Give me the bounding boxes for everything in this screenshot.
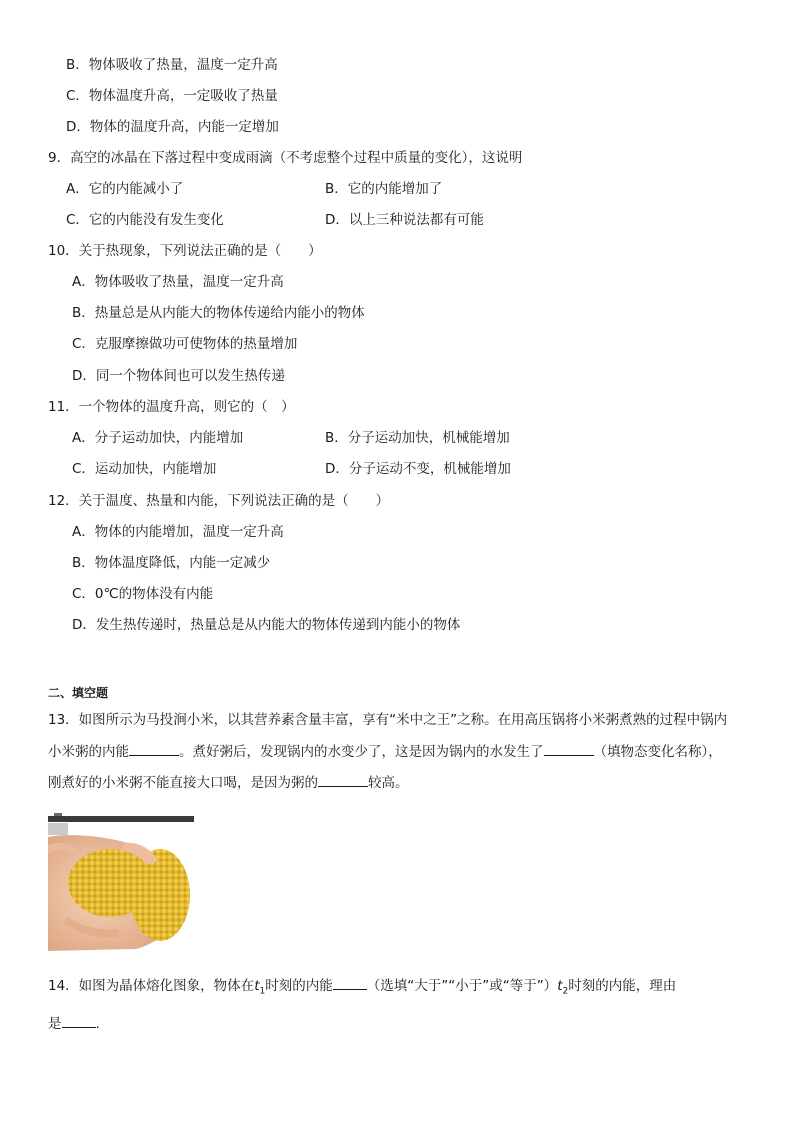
section-heading-fill-blank: 二、填空题 xyxy=(48,686,109,700)
q13-text-2a: 小米粥的内能 xyxy=(48,744,129,760)
q12-option-c: C．0℃的物体没有内能 xyxy=(72,586,214,602)
option-d-prev: D．物体的温度升高，内能一定增加 xyxy=(66,119,279,135)
q13-blank-3[interactable] xyxy=(318,772,368,787)
q11-option-d: D．分子运动不变，机械能增加 xyxy=(325,461,511,477)
q13-line-2 xyxy=(48,741,722,762)
q14-text-1b: 时刻的内能 xyxy=(265,978,333,994)
q12-stem: 12．关于温度、热量和内能，下列说法正确的是（ ） xyxy=(48,493,390,509)
q10-option-d: D．同一个物体间也可以发生热传递 xyxy=(72,368,285,384)
q14-text-1d: 时刻的内能，理由 xyxy=(568,978,677,994)
q10-stem: 10．关于热现象，下列说法正确的是（ ） xyxy=(48,243,322,259)
q9-option-b: B．它的内能增加了 xyxy=(325,181,443,197)
q14-blank-2[interactable] xyxy=(62,1013,96,1028)
t-variable: t xyxy=(254,978,260,994)
q9-stem: 9．高空的冰晶在下落过程中变成雨滴（不考虑整个过程中质量的变化），这说明 xyxy=(48,150,523,166)
q9-option-c: C．它的内能没有发生变化 xyxy=(66,212,224,228)
q9-option-a: A．它的内能减小了 xyxy=(66,181,184,197)
q13-blank-2[interactable] xyxy=(544,741,594,756)
q13-line-3 xyxy=(48,772,409,793)
q13-text-3a: 刚煮好的小米粥不能直接大口喝，是因为粥的 xyxy=(48,775,318,791)
q14-text-2a: 是 xyxy=(48,1016,62,1032)
q14-text-1a: 14．如图为晶体熔化图象，物体在 xyxy=(48,978,255,994)
q12-option-d: D．发生热传递时，热量总是从内能大的物体传递到内能小的物体 xyxy=(72,617,461,633)
q13-blank-1[interactable] xyxy=(129,741,179,756)
q11-stem: 11．一个物体的温度升高，则它的（ ） xyxy=(48,399,295,415)
q14-text-1c: （选填“大于”“小于”或“等于”） xyxy=(366,978,558,994)
q11-option-b: B．分子运动加快，机械能增加 xyxy=(325,430,510,446)
option-c-prev: C．物体温度升高，一定吸收了热量 xyxy=(66,88,278,104)
q13-text-2c: （填物态变化名称）， xyxy=(593,744,722,760)
q12-option-b: B．物体温度降低，内能一定减少 xyxy=(72,555,271,571)
q14-line-1 xyxy=(48,975,676,1002)
q9-option-d: D．以上三种说法都有可能 xyxy=(325,212,484,228)
q14-blank-1[interactable] xyxy=(333,975,367,990)
q13-text-3b: 较高。 xyxy=(368,775,409,791)
q11-option-a: A．分子运动加快，内能增加 xyxy=(72,430,244,446)
q12-option-a: A．物体的内能增加，温度一定升高 xyxy=(72,524,284,540)
millet-in-hand-image xyxy=(48,813,194,951)
q11-option-c: C．运动加快，内能增加 xyxy=(72,461,217,477)
q10-option-c: C．克服摩擦做功可使物体的热量增加 xyxy=(72,336,298,352)
q10-option-b: B．热量总是从内能大的物体传递给内能小的物体 xyxy=(72,305,365,321)
option-b-prev: B．物体吸收了热量，温度一定升高 xyxy=(66,57,278,73)
q10-option-a: A．物体吸收了热量，温度一定升高 xyxy=(72,274,284,290)
q13-text-2b: 。煮好粥后，发现锅内的水变少了，这是因为锅内的水发生了 xyxy=(179,744,544,760)
subscript-2: 2 xyxy=(562,986,569,997)
subscript-1: 1 xyxy=(259,986,266,997)
q14-line-2 xyxy=(48,1013,100,1034)
q13-line-1: 13．如图所示为马投涧小米，以其营养素含量丰富，享有“米中之王”之称。在用高压锅将小米粥煮熟的过程中锅内 xyxy=(48,712,728,728)
q14-text-2b: . xyxy=(95,1016,100,1032)
t-variable-2: t xyxy=(557,978,563,994)
